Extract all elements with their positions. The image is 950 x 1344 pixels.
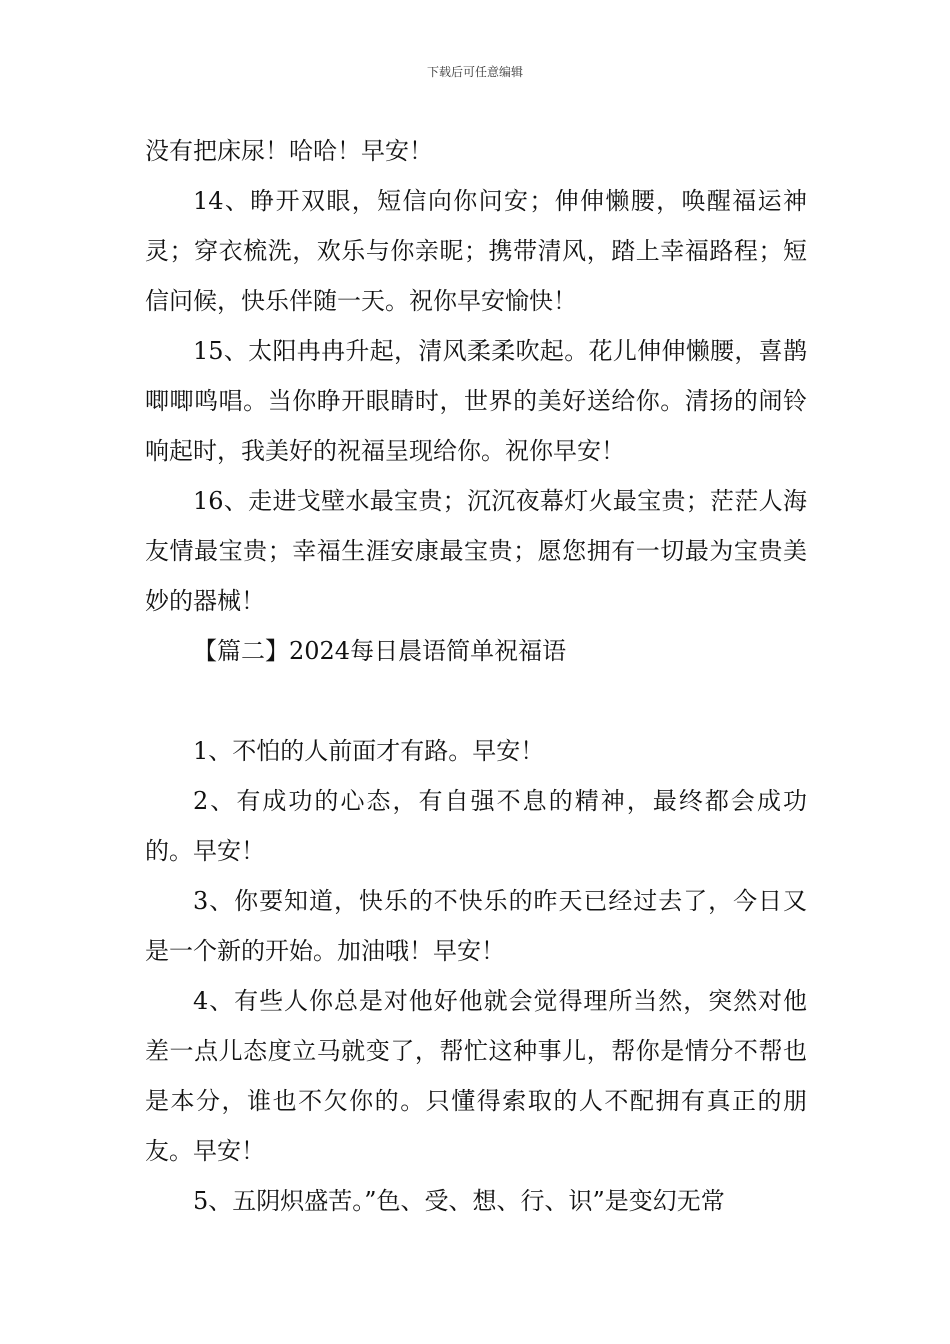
paragraph-item-15: 15、太阳冉冉升起，清风柔柔吹起。花儿伸伸懒腰，喜鹊唧唧鸣唱。当你睁开眼睛时，世界的美好送给你。清扬的闹铃响起时，我美好的祝福呈现给你。祝你早安！ [145,337,807,465]
paragraph-item-16: 16、走进戈壁水最宝贵；沉沉夜幕灯火最宝贵；茫茫人海友情最宝贵；幸福生涯安康最宝贵；愿您拥有一切最为宝贵美妙的器械！ [145,487,807,615]
document-body [145,126,807,1226]
paragraph-item-5: 5、五阴炽盛苦。”色、受、想、行、识”是变幻无常 [193,1187,725,1215]
paragraph-item-1: 1、不怕的人前面才有路。早安！ [193,737,545,765]
paragraph-item-2: 2、有成功的心态，有自强不息的精神，最终都会成功的。早安！ [145,787,807,865]
paragraph-item-3: 3、你要知道，快乐的不快乐的昨天已经过去了，今日又是一个新的开始。加油哦！早安！ [145,887,807,965]
paragraph-item-14: 14、睁开双眼，短信向你问安；伸伸懒腰，唤醒福运神灵；穿衣梳洗，欢乐与你亲昵；携带清风，踏上幸福路程；短信问候，快乐伴随一天。祝你早安愉快！ [145,187,807,315]
paragraph-item-4: 4、有些人你总是对他好他就会觉得理所当然，突然对他差一点儿态度立马就变了，帮忙这种事儿，帮你是情分不帮也是本分，谁也不欠你的。只懂得索取的人不配拥有真正的朋友。早安！ [145,987,807,1165]
page-header: 下载后可任意编辑 [426,65,523,79]
section-heading: 【篇二】2024每日晨语简单祝福语 [193,637,567,665]
paragraph-continued: 没有把床尿！哈哈！早安！ [145,137,433,165]
blank-line [145,676,807,726]
